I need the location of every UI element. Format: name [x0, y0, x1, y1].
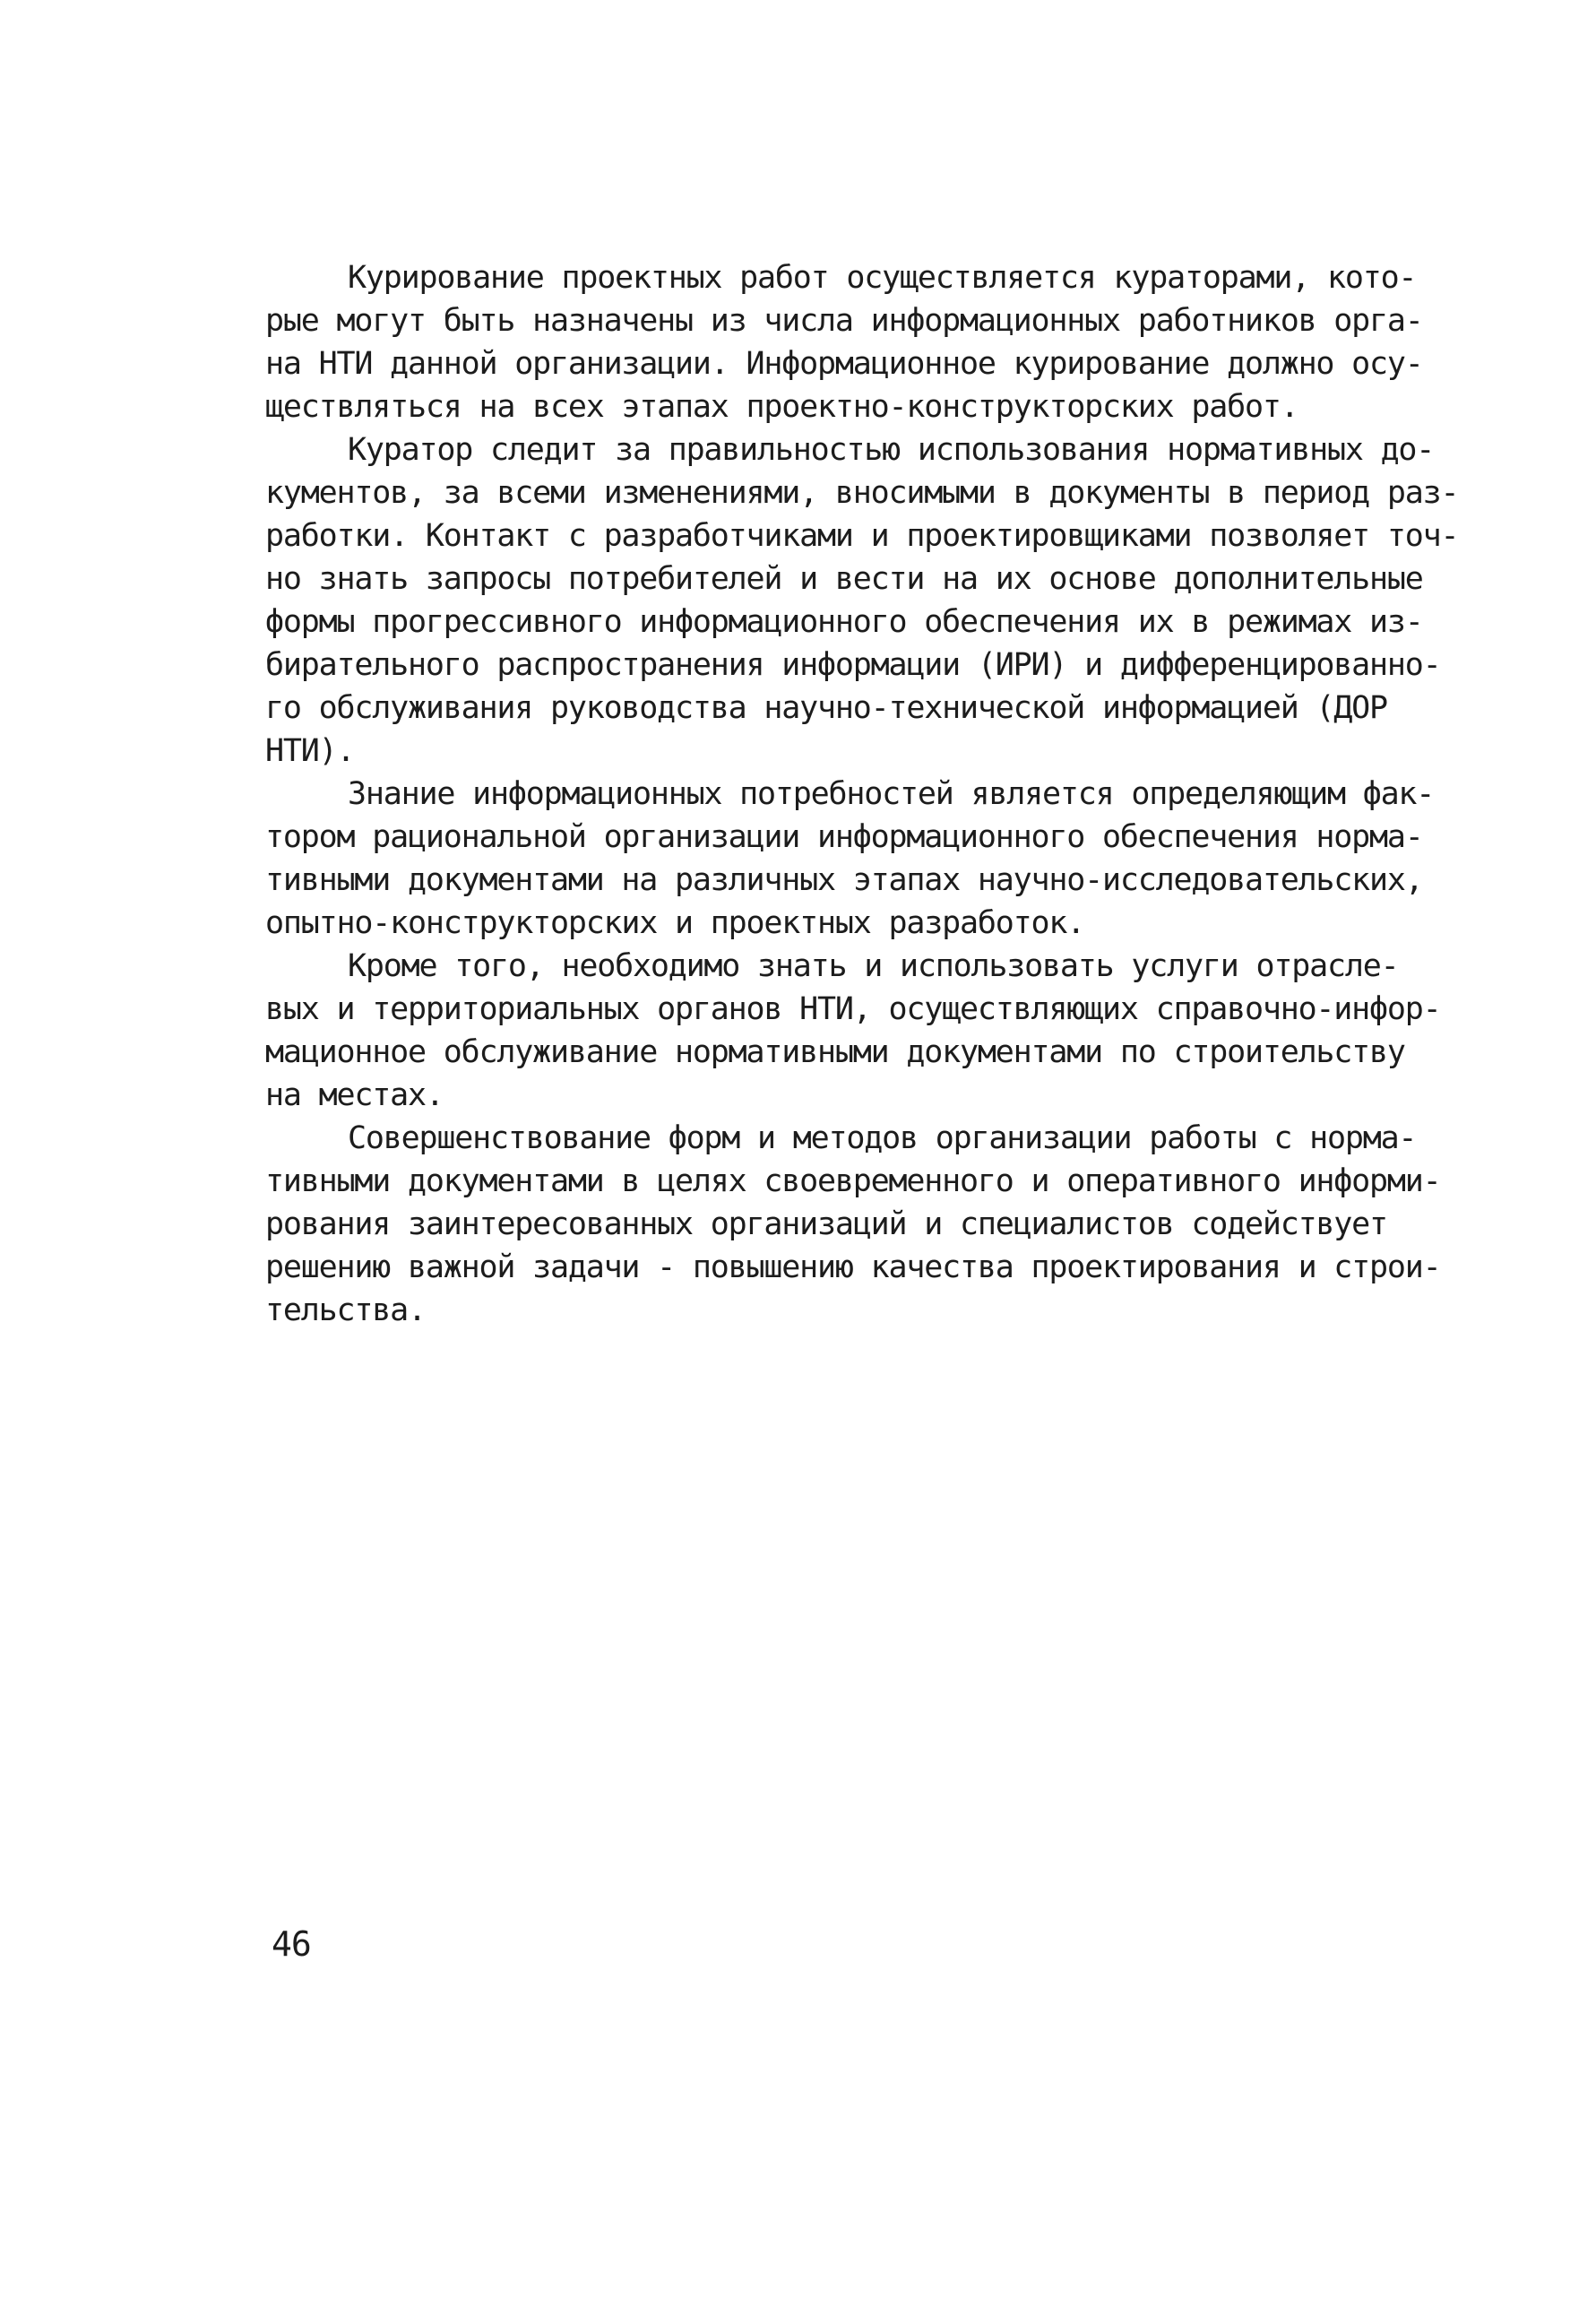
text-line: решению важной задачи - повышению качества проектирования и строи-: [265, 1249, 1441, 1285]
text-line: тельства.: [265, 1292, 426, 1328]
text-line: на местах.: [265, 1077, 444, 1113]
text-line: тивными документами на различных этапах научно-исследовательских,: [265, 862, 1423, 898]
text-line: Совершенствование форм и методов организации работы с норма-: [348, 1120, 1417, 1156]
page-number: 46: [272, 1924, 311, 1964]
text-line: Куратор следит за правильностью использования нормативных до-: [348, 432, 1435, 468]
text-line: го обслуживания руководства научно-технической информацией (ДОР: [265, 690, 1387, 726]
text-line: рые могут быть назначены из числа информационных работников орга-: [265, 303, 1423, 339]
text-line: работки. Контакт с разработчиками и проектировщиками позволяет точ-: [265, 518, 1459, 554]
text-line: тивными документами в целях своевременного и оперативного информи-: [265, 1163, 1441, 1199]
text-line: Кроме того, необходимо знать и использовать услуги отрасле-: [348, 948, 1399, 984]
text-line: на НТИ данной организации. Информационное курирование должно осу-: [265, 346, 1423, 382]
text-line: НТИ).: [265, 733, 355, 769]
text-line: опытно-конструкторских и проектных разработок.: [265, 905, 1085, 941]
text-line: кументов, за всеми изменениями, вносимыми в документы в период раз-: [265, 475, 1459, 511]
text-line: Курирование проектных работ осуществляется кураторами, кото-: [348, 260, 1417, 296]
text-line: Знание информационных потребностей является определяющим фак-: [348, 776, 1435, 812]
text-line: но знать запросы потребителей и вести на их основе дополнительные: [265, 561, 1423, 597]
text-line: тором рациональной организации информационного обеспечения норма-: [265, 819, 1423, 855]
body-text: [265, 256, 1459, 1332]
text-line: мационное обслуживание нормативными документами по строительству: [265, 1034, 1405, 1070]
text-line: формы прогрессивного информационного обеспечения их в режимах из-: [265, 604, 1423, 640]
text-line: бирательного распространения информации (ИРИ) и дифференцированно-: [265, 647, 1441, 683]
text-line: вых и территориальных органов НТИ, осуществляющих справочно-инфор-: [265, 991, 1441, 1027]
text-line: рования заинтересованных организаций и специалистов содействует: [265, 1206, 1387, 1242]
text-line: ществляться на всех этапах проектно-конструкторских работ.: [265, 389, 1298, 425]
